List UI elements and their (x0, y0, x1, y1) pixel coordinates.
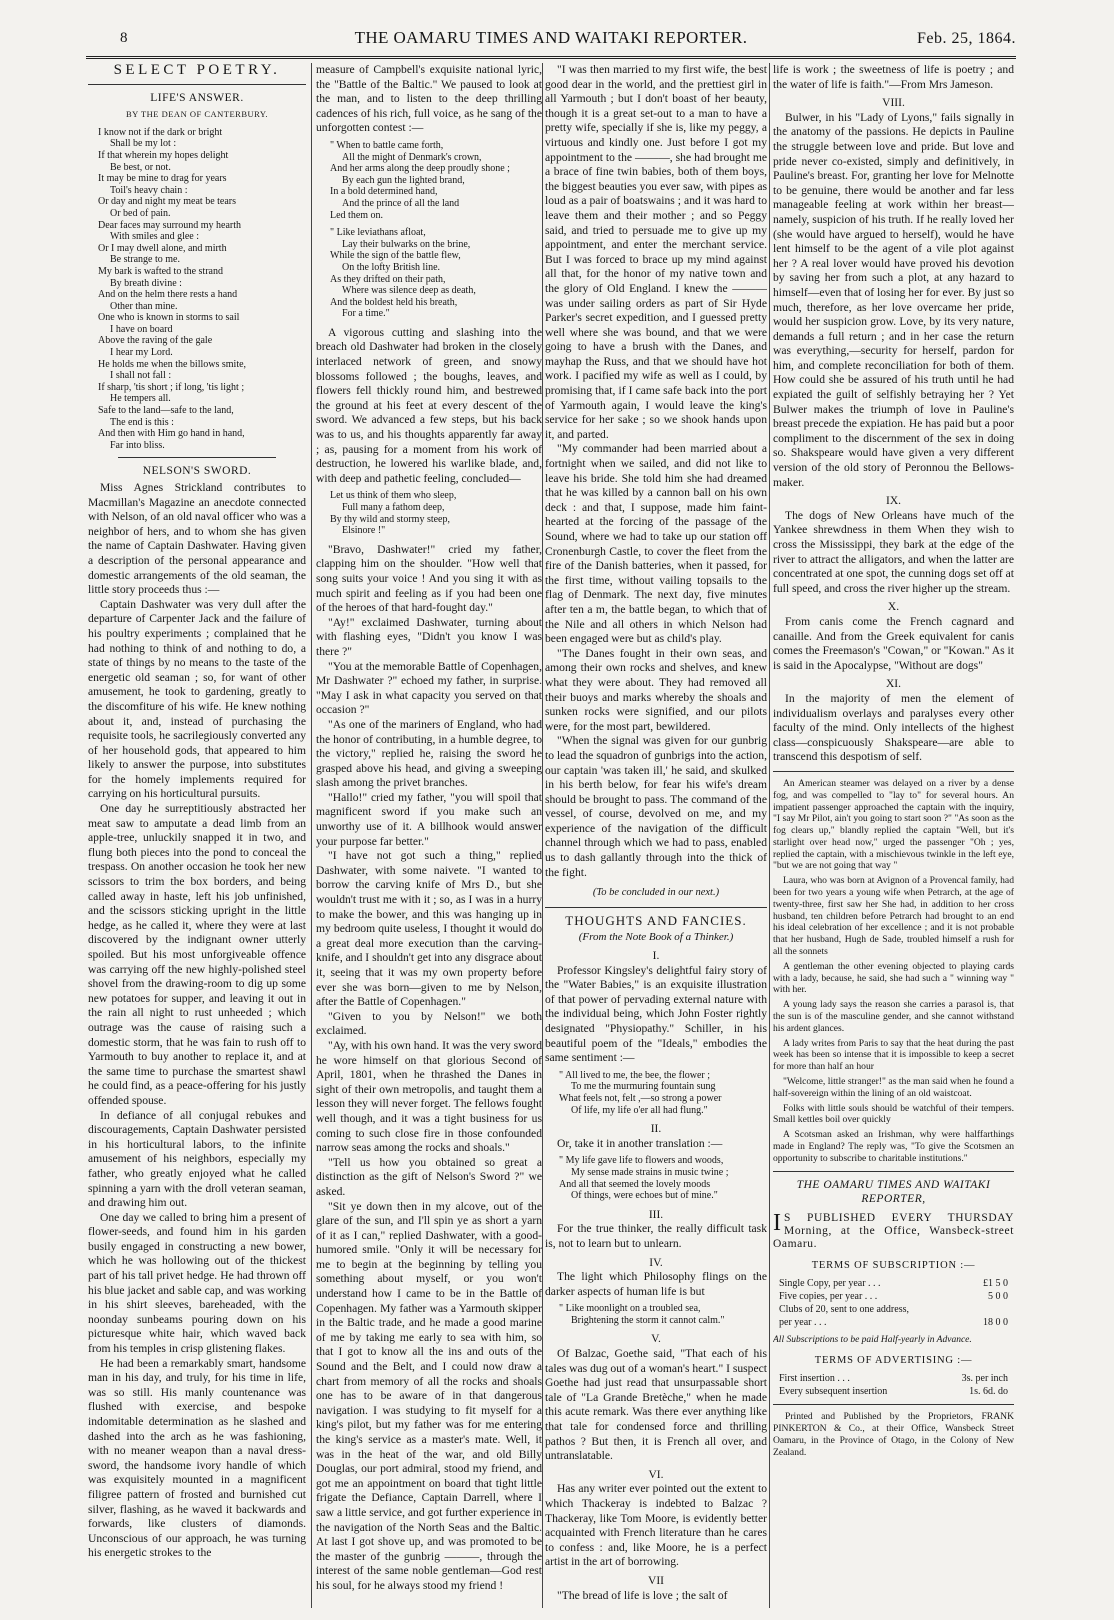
snippet: Folks with little souls should be watchful of their tempers. Small kettles boil over quickly (773, 1102, 1014, 1126)
page-header (86, 28, 1016, 54)
item-number: VII (648, 1574, 664, 1587)
divider (118, 457, 276, 458)
page-number: 8 (120, 30, 128, 46)
terms-value (938, 1303, 1008, 1316)
terms-label: Clubs of 20, sent to one address, (779, 1304, 909, 1316)
poem-line: I know not if the dark or bright (98, 126, 223, 138)
paragraph: "Hallo!" cried my father, "you will spoil that magnificent sword if you make such an unworthy use of it. A billhook would answer your purpose far better." (316, 790, 542, 848)
paragraph: He had been a remarkably smart, handsome man in his day, and truly, for his time in life, was so still. His manly countenance was flushed with exercise, and bespoke indomitable determination as he slashed and dashed into the arch as he was fashioning, with no meaner weapon than a naval dress-sword, the handsome ivory handle of which was exquisitely mounted in a magnificent filigree pattern of frosted and burnished cut silver, flashing, as he waved it backwards and forwards, like clusters of diamonds. Unconscious of our approach, he was turning his energetic strokes to the (88, 1356, 306, 1560)
terms-row (779, 1385, 1008, 1398)
column-2 (316, 63, 542, 1608)
verse-line: By thy wild and stormy steep, (330, 513, 450, 525)
item-number: V. (651, 1333, 661, 1346)
poem-line: Far into bliss. (110, 439, 165, 451)
terms-label: First insertion . . . (779, 1373, 850, 1385)
paragraph: "Tell us how you obtained so great a distinction as the gift of Nelson's Sword ?" we asked. (316, 1155, 542, 1198)
terms-row (779, 1277, 1008, 1290)
poem-line: Or day and night my meat be tears (98, 196, 237, 208)
poem-line: He holds me when the billows smite, (98, 358, 247, 370)
verse-line: Led them on. (330, 209, 384, 221)
verse-line: " Like leviathans afloat, (330, 227, 426, 239)
quoted-verse (330, 140, 542, 221)
verse-line: Full many a fathom deep, (342, 502, 445, 513)
terms-row (779, 1372, 1008, 1385)
quoted-verse (330, 227, 542, 320)
paragraph: "My commander had been married about a fortnight when we sailed, and did not like to leave his bride. She told him she had dreamed that he was killed by a cannon ball on his own deck : and that, I suppose, made him faint-hearted at the forcing of the passage of the Sound, where we had to take up our station off Cronenburgh Castle, to cover the fleet from the fire of the Danish batteries, when it passed, for the first time, without vailing topsails to the flag of Denmark. The next day, five minutes after ten a m, the battle began, to which that of the Nile and all others in which Nelson had been engaged were but as child's play. (545, 442, 767, 646)
poem-line: Dear faces may surround my hearth (98, 219, 241, 231)
poem-line: Or I may dwell alone, and mirth (98, 242, 227, 254)
verse-line: Where was silence deep as death, (342, 285, 476, 297)
story-title: NELSON'S SWORD. (142, 465, 252, 478)
snippet: An American steamer was delayed on a river by a dense fog, and was compelled to "lay to" for several hours. An impatient passenger approached the captain with the inquiry, "I say Mr Pilot, ain't you going to start soon ?" "As soon as the fog clears up," blandly replied the captain "Well, but it's starlight over head now," urged the passenger "Oh ; yes, replied the captain, with a mischievous twinkle in the left eye, "but we are not going that way " (773, 777, 1014, 872)
snippet: A young lady says the reason she carries a parasol is, that the sun is of the masculine gender, and she cannot withstand his ardent glances. (773, 999, 1014, 1034)
paragraph: In defiance of all conjugal rebukes and discouragements, Captain Dashwater persisted in his horticultural labors, to the infinite amusement of his neighbors, especially my father, who greatly enjoyed what he called spinning a yarn with the droll veteran seaman, and drawing him out. (88, 1108, 306, 1210)
publication-heading: THE OAMARU TIMES AND WAITAKI REPORTER, (796, 1178, 991, 1205)
verse-line: For a time." (342, 308, 390, 320)
item-number: X. (887, 601, 900, 614)
issue-date: Feb. 25, 1864. (917, 30, 1016, 47)
terms-value: 1s. 6d. do (969, 1386, 1008, 1398)
paragraph: In the majority of men the element of individualism overlays and paralyses every other faculty of the mind. Only intellects of the highest class—conspicuously Shakspeare—are able to transcend this despotism of self. (773, 691, 1014, 764)
snippets (773, 778, 1014, 1165)
column-4 (773, 63, 1014, 1608)
paragraph: Professor Kingsley's delightful fairy story of the "Water Babies," is an exquisite illustration of that power of pervading external nature with the individual being, which John Foster rightly designated "Physiopathy." Schiller, in his beautiful poem of the "Ideals," embodies the same sentiment :— (545, 963, 767, 1065)
paragraph: A vigorous cutting and slashing into the breach old Dashwater had broken in the closely interlaced network of green, and snowy blossoms followed ; the boughs, leaves, and flowers fell thickly round him, and bestrewed the ground at his feet at every descent of the sword. We advanced a few steps, but his back was to us, and his thoughts apparently far away ; as, pausing for a moment from his work of destruction, he lowered his warlike blade, and, with deep and pathetic feeling, concluded— (316, 325, 542, 485)
verse-line: On the lofty British line. (342, 261, 441, 273)
paragraph: "I was then married to my first wife, the best good dear in the world, and the prettiest girl in all Yarmouth ; but I don't boast of her beauty, though it is a great set-out to a man to have a pretty wife, specially if she is, like my peggy, a virtuous and kindly one. Just before I got my appointment to the ———, she had brought me a brace of fine twin babies, both of them boys, the biggest beauties you ever saw, with pipes as loud as a pair of boatswains ; and it was hard to leave them and their mother ; and so Peggy said, and tried to persuade me to give up my appointment, and enter the merchant service. But I was forced to brace up my mind against all that, for the honor of my native town and the glory of Old England. I knew the ——— was under sailing orders as part of Sir Hyde Parker's secret expedition, and I guessed pretty well where she was bound, and that we were going to have a brush with the Danes, and mayhap the Russ, and that we should have hot work. I pacified my wife as well as I could, by promising that, if I came safe back into the port of Yarmouth again, I would leave the king's service for her sake ; so we shook hands upon it, and parted. (545, 63, 767, 441)
quoted-verse (559, 1070, 767, 1116)
section-title: SELECT POETRY. (113, 63, 281, 78)
verse-line: Elsinore !" (342, 525, 386, 537)
poem-line: I have on board (110, 323, 173, 335)
section-subtitle: (From the Note Book of a Thinker.) (578, 931, 734, 944)
quoted-verse (559, 1303, 767, 1326)
continued-note: (To be concluded in our next.) (592, 887, 720, 899)
verse-line: What feels not, felt ,—so strong a power (559, 1092, 722, 1104)
poem-line: The end is this : (110, 416, 174, 428)
verse-line: " When to battle came forth, (330, 139, 444, 151)
terms-value: 5 0 0 (988, 1291, 1008, 1303)
paragraph: "Bravo, Dashwater!" cried my father, clapping him on the shoulder. "How well that song suits your voice ! And you sing it with as much spirit and feeling as if you had been one of the heroes of that hard-fought day." (316, 542, 542, 615)
paragraph: "The Danes fought in their own seas, and among their own rocks and shelves, and knew what they were about. They had removed all their buoys and marks whereby the shoals and sunken rocks were signified, and our pilots were, for the most part, bewildered. (545, 646, 767, 733)
verse-line: " My life gave life to flowers and woods, (559, 1155, 724, 1167)
story-body (545, 63, 767, 880)
poem-author: BY THE DEAN OF CANTERBURY. (125, 109, 268, 120)
snippet: A Scotsman asked an Irishman, why were halffarthings made in England? The reply was, "To give the Scotsmen an opportunity to subscribe to charitable institutions." (773, 1129, 1014, 1164)
story-body (316, 543, 542, 1594)
verse-line: " All lived to me, the bee, the flower ; (559, 1069, 710, 1081)
verse-line: Of things, were echoes but of mine." (571, 1190, 718, 1202)
poem-line: Or bed of pain. (110, 207, 171, 219)
publication-notice (773, 1209, 1014, 1251)
verse-line: And her arms along the deep proudly shone ; (330, 163, 510, 175)
subscription-terms (779, 1277, 1008, 1329)
paragraph: "Ay!" exclaimed Dashwater, turning about with flashing eyes, "Didn't you know I was there ?" (316, 615, 542, 658)
divider (545, 907, 767, 908)
verse-line: To me the murmuring fountain sung (571, 1081, 716, 1093)
verse-line: Let us think of them who sleep, (330, 490, 457, 502)
terms-label: Every subsequent insertion (779, 1386, 888, 1398)
divider (773, 771, 1014, 772)
poem-line: By breath divine : (110, 277, 182, 289)
verse-line: Lay their bulwarks on the brine, (342, 238, 471, 250)
paragraph: Bulwer, in his "Lady of Lyons," fails signally in the anatomy of the passions. He depicts in Pauline the struggle between love and pride. But love and pride never co-existed, simply and definitively, in Pauline's breast. For, granting her love for Melnotte to be genuine, there would be another and far less manageable feeling at work within her breast—namely, suspicion of his truth. If he really loved her (she would have argued to herself), would he have lent himself to be the agent of a vile plot against her ? A real lover would have proved his devotion by saving her from such a plot, at any hazard to himself—even that of losing her for ever. By just so much, therefore, as her love overcame her pride, would her suspicion grow. Love, by its very nature, demands a full return ; and in her case the return was everything,—security for herself, pardon for him, and complete reconciliation for both of them. How could she be assured of his truth until he had expiated the guilt of selfishly betraying her ? Yet Bulwer makes the triumph of love in Pauline's breast precede the expiation. He has paid but a poor compliment to the discernment of the sex in doing so. Shakspeare would have given a very different version of the old story of Peronnou the Bellows-maker. (773, 110, 1014, 489)
item-number: I. (652, 950, 660, 963)
terms-label: Single Copy, per year . . . (779, 1278, 881, 1290)
poem-line: My bark is wafted to the strand (98, 265, 223, 277)
poem-line: He tempers all. (110, 393, 171, 405)
masthead-title: THE OAMARU TIMES AND WAITAKI REPORTER. (354, 28, 748, 47)
verse-line: And the boldest held his breath, (330, 296, 458, 308)
item-number: VIII. (882, 97, 905, 110)
paragraph: Miss Agnes Strickland contributes to Macmillan's Magazine an anecdote connected with Nelson, of an old naval officer who was a neighbor of hers, and to whom she has given the name of Captain Dashwater. Having given a description of the personal appearance and domestic arrangements of the old seaman, the little story proceeds thus :— (88, 481, 306, 597)
verse-line: " Like moonlight on a troubled sea, (559, 1303, 701, 1315)
paragraph: The dogs of New Orleans have much of the Yankee shrewdness in them When they wish to cross the Mississippi, they bark at the edge of the river to attract the alligators, and when the latter are concentrated at one spot, the cunning dogs set off at full speed, and cross the river higher up the stream. (773, 508, 1014, 595)
paragraph: "I have not got such a thing," replied Dashwater, with some naivete. "I wanted to borrow the carving knife of Mrs D., but she wouldn't trust me with it ; so, as I was in a hurry to make the bower, and this was hanging up in my bedroom quite useless, I thought it would do a great deal more execution than the carving-knife, and I shouldn't get into any disgrace about it, seeing that it was my own property before ever she was born—given to me by Nelson, after the Battle of Copenhagen." (316, 849, 542, 1009)
paragraph: "You at the memorable Battle of Copenhagen, Mr Dashwater ?" echoed my father, in surprise. "May I ask in what capacity you served on that occasion ?" (316, 659, 542, 717)
poem-line: Above the raving of the gale (98, 335, 213, 347)
item-number: IX. (885, 495, 901, 508)
paragraph: Has any writer ever pointed out the extent to which Thackeray is indebted to Balzac ? Thackeray, like Tom Moore, is evidently better acquainted with French literature than he cares to confess : and, like Moore, he is a perfect artist in the art of borrowing. (545, 1482, 767, 1569)
terms-row (779, 1303, 1008, 1316)
poem-line: If that wherein my hopes delight (98, 149, 229, 161)
item-number: III. (648, 1208, 664, 1221)
paragraph: "Sit ye down then in my alcove, out of the glare of the sun, and I'll spin ye as short a yarn of it as I can," replied Dashwater, with a good-humored smile. "Only it will be necessary for me to begin at the beginning by telling you something about myself, or you won't understand how I came to be in the Battle of Copenhagen. My father was a Yarmouth skipper in the Baltic trade, and he made a good marine of me by taking me early to sea with him, so that I got to know all the ins and outs of the Sound and the Belt, and I could now draw a chart from memory of all the rocks and shoals one has to be aware of in that dangerous navigation. I was studying to fit myself for a king's pilot, but my father was for me entering the king's service as a master's mate. Well, it was in the heat of the war, and old Billy Douglas, our port admiral, stood my friend, and got me an appointment on board that tight little frigate the Defiance, Captain Darrell, where I saw a little service, and got further experience in the navigation of the North Seas and the Baltic. At last I got shove up, and was promoted to be the master of the gunbrig ———, through the interest of the same noble gentleman—God rest his soul, for he always stood my friend ! (316, 1199, 542, 1592)
paragraph: "Given to you by Nelson!" we both exclaimed. (316, 1009, 542, 1038)
terms-label: Five copies, per year . . . (779, 1291, 878, 1303)
paragraph: "When the signal was given for our gunbrig to lead the squadron of gunbrigs into the action, our captain 'was taken ill,' he said, and skulked in his berth below, for fear his wife's dream should be brought to pass. The command of the vessel, of course, devolved on me, and my experience of the navigation of the difficult channel through which we had to pass, enabled us to dash gallantly through into the thick of the fight. (545, 734, 767, 879)
drop-initial: I (773, 1209, 781, 1236)
advertising-heading: TERMS OF ADVERTISING :— (814, 1354, 973, 1366)
verse-line: Of life, my life o'er all had flung." (571, 1104, 708, 1116)
poem-line: It may be mine to drag for years (98, 173, 227, 185)
verse-line: All the might of Denmark's crown, (342, 151, 482, 163)
poem (98, 127, 306, 452)
column-3 (545, 63, 767, 1608)
poem-line: Safe to the land—safe to the land, (98, 405, 234, 417)
paragraph: measure of Campbell's exquisite national lyric, the "Battle of the Baltic." We paused to look at the man, and to listen to the deep thrilling cadences of his rich, full voice, as he sang of the unforgotten contest :— (316, 63, 542, 135)
imprint: Printed and Published by the Proprietors, FRANK PINKERTON & Co., at their Office, Wansbeck Street Oamaru, in the Province of Otago, in the Colony of New Zealand. (773, 1411, 1014, 1459)
column-divider (311, 63, 312, 1608)
verse-line: By each gun the lighted brand, (342, 174, 465, 186)
poem-title: LIFE'S ANSWER. (150, 91, 244, 104)
terms-value: 3s. per inch (961, 1373, 1008, 1385)
divider (773, 1171, 1014, 1172)
snippet: A gentleman the other evening objected to playing cards with a lady, because, he said, she had such a " winning way " with her. (773, 960, 1014, 996)
column-divider (542, 63, 543, 1608)
snippet: Laura, who was born at Avignon of a Provencal family, had been for two years a young wife when Petrarch, at the age of twenty-three, first saw her She had, in addition to her cross husband, ten children before Petrarch had brought to an end his ideal celebration of her excellence ; and it is not probable that her husband, Hugh de Sade, troubled himself a rush for all the sonnets (773, 875, 1014, 958)
item-number: XI. (885, 678, 901, 691)
column-divider (769, 63, 770, 1608)
poem-line: Be best, or not. (110, 161, 171, 173)
terms-value: £1 5 0 (983, 1278, 1008, 1290)
paragraph: "The bread of life is love ; the salt of (557, 1588, 728, 1602)
paragraph: Or, take it in another translation :— (557, 1136, 723, 1150)
divider (88, 84, 306, 85)
poem-line: If sharp, 'tis short ; if long, 'tis light ; (98, 381, 245, 393)
verse-line: And all that seemed the lovely moods (559, 1178, 711, 1190)
snippet: A lady writes from Paris to say that the heat during the past week has been so intense that it is impossible to keep a secret for more than half an hour (773, 1037, 1014, 1073)
verse-line: As they drifted on their path, (330, 273, 446, 285)
poem-line: I hear my Lord. (110, 347, 173, 359)
story-body (88, 481, 306, 1561)
poem-line: I shall not fall : (110, 370, 172, 382)
snippet: "Welcome, little stranger!" as the man said when he found a half-sovereign within the lining of an old waistcoat. (773, 1076, 1014, 1099)
paragraph: "As one of the mariners of England, who had the honor of contributing, in a humble degree, to the victory," replied he, raising the sword he grasped above his head, and giving a sweeping slash among the privet branches. (316, 717, 542, 790)
header-rule (86, 56, 1016, 59)
verse-line: Brightening the storm it cannot calm." (571, 1314, 725, 1326)
advertising-terms (779, 1372, 1008, 1398)
paragraph: Captain Dashwater was very dull after the departure of Carpenter Jack and the failure of his poultry experiments ; complained that he had nothing to think of and nothing to do, a state of things by no means to the taste of the energetic old seaman ; so, for want of other amusement, he took to gardening, greatly to the discomfiture of his wife. He knew nothing about it, and, instead of purchasing the requisite tools, he sacrilegiously converted any of her household gods, that appeared to him likely to answer the purpose, into substitutes for the homely implements required for carrying on his horticultural pursuits. (88, 597, 306, 801)
verse-line: In a bold determined hand, (330, 186, 438, 198)
poem-line: And then with Him go hand in hand, (98, 428, 245, 440)
item-number: VI. (648, 1468, 664, 1481)
item-number: IV. (649, 1256, 663, 1269)
poem-line: One who is known in storms to sail (98, 312, 240, 324)
item-number: II. (650, 1123, 662, 1136)
paragraph: One day he surreptitiously abstracted her meat saw to amputate a dead limb from an apple-tree, unluckily snapped it in two, and flung both pieces into the pond to conceal the trespass. On another occasion he took her new scissors to trim the box borders, and being called away in haste, left his job unfinished, and the scissors sticking upright in the little hedge, as he called it, where they were at last discovered by the indignant owner utterly spoiled. But his most unforgiveable offence was carrying off the new highly-polished steel shovel from the drawing-room to dig up some new potatoes for supper, and leaving it out in the rain all night to rust unheeded ; which outrage was the cause of raising such a domestic storm, that he was fain to rush off to Yarmouth to buy another to replace it, and at the same time to purchase the smartest shawl he could find, as a peace-offering for his justly offended spouse. (88, 802, 306, 1107)
subscription-note: All Subscriptions to be paid Half-yearly in Advance. (773, 1335, 972, 1346)
poem-line: Be strange to me. (110, 254, 180, 266)
quoted-verse (330, 490, 542, 536)
paragraph: life is work ; the sweetness of life is poetry ; and the water of life is faith."—From Mrs Jameson. (773, 63, 1014, 91)
poem-line: And on the helm there rests a hand (98, 289, 238, 301)
paragraph: "Ay, with his own hand. It was the very sword he wore himself on that glorious Second of April, 1801, when he thrashed the Danes in sight of their own metropolis, and taught them a lesson they will never forget. The fellows fought well though, and it was a tight business for us coming to such close fire in those confounded narrow seas among the rocks and shoals." (316, 1038, 542, 1155)
section-title: THOUGHTS AND FANCIES. (565, 912, 747, 928)
terms-label: per year . . . (779, 1317, 827, 1329)
paragraph: One day we called to bring him a present of flower-seeds, and found him in his garden busily engaged in constructing a new bower, which he was hollowing out of the thickest part of his tall privet hedge. He had thrown off his blue jacket and sable cap, and was working in his shirt sleeves, bareheaded, with the noonday sunbeams pouring down on his picturesque white hair, which waved back from his temples in crisp glistening flakes. (88, 1210, 306, 1356)
subscription-heading: TERMS OF SUBSCRIPTION :— (811, 1259, 976, 1271)
terms-row (779, 1290, 1008, 1303)
paragraph: For the true thinker, the really difficult task is, not to learn but to unlearn. (545, 1222, 767, 1250)
poem-line: Toil's heavy chain : (110, 184, 188, 196)
column-1 (88, 63, 306, 1608)
poem-line: Other than mine. (110, 300, 178, 312)
quoted-verse (559, 1155, 767, 1201)
divider (773, 1404, 1014, 1405)
terms-value: 18 0 0 (983, 1317, 1008, 1329)
paragraph: From canis come the French cagnard and canaille. And from the Greek equivalent for canis comes the Freemason's "Cowan," or "Kowan." As it is said in the Apocalypse, "Without are dogs" (773, 614, 1014, 672)
poem-line: Shall be my lot : (110, 138, 177, 150)
publication-text: S PUBLISHED EVERY THURSDAY Morning, at the Office, Wansbeck-street Oamaru. (773, 1211, 1014, 1250)
poem-line: With smiles and glee : (110, 231, 200, 243)
paragraph: The light which Philosophy flings on the darker aspects of human life is but (545, 1270, 767, 1298)
terms-row (779, 1316, 1008, 1329)
paragraph: Of Balzac, Goethe said, "That each of his tales was dug out of a woman's heart." I suspect Goethe had just read that unsurpassable short tale of "La Grande Bretèche," when he made this acute remark. Was there ever anything like that tale for condensed force and thrilling pathos ? But then, it is French all over, and untranslatable. (545, 1347, 767, 1463)
verse-line: My sense made strains in music twine ; (571, 1166, 729, 1178)
verse-line: While the sign of the battle flew, (330, 250, 461, 262)
verse-line: And the prince of all the land (342, 197, 460, 209)
